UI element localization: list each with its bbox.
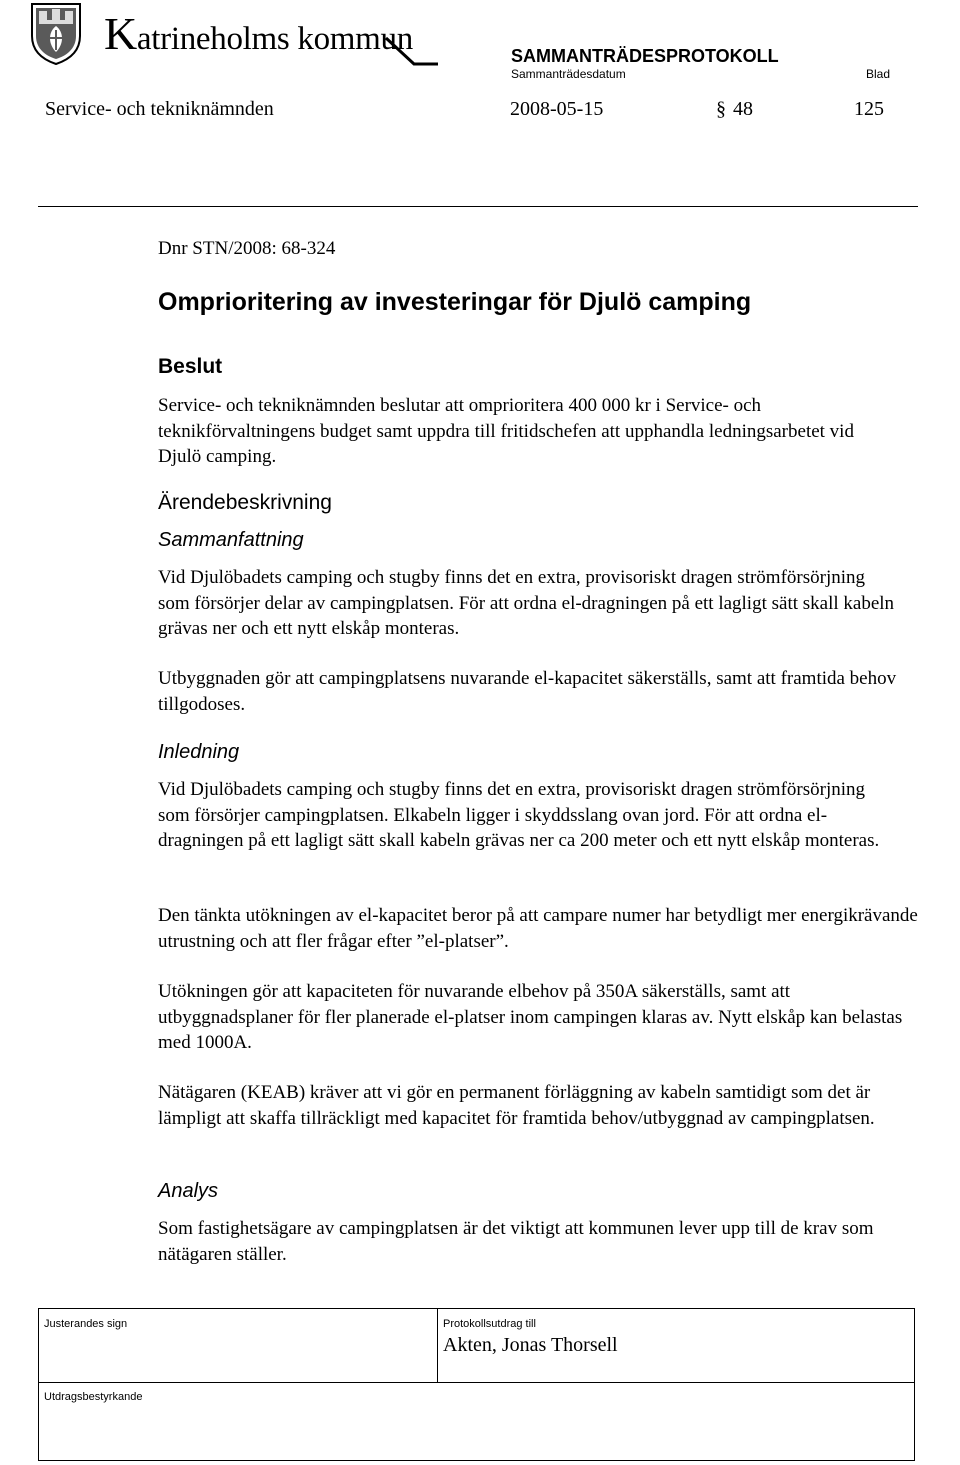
analysis-heading: Analys <box>158 1180 219 1202</box>
summary-paragraph: Vid Djulöbadets camping och stugby finns det en extra, provisoriskt dragen strömförsörjning som försörjer delar av campingplatsen. För att ordna el-dragningen på ett lagligt sätt skall kabeln grävas ner och ett nytt elskåp monteras. <box>158 567 895 640</box>
sheet-number: 125 <box>854 98 884 120</box>
certification-label: Utdragsbestyrkande <box>44 1391 143 1403</box>
committee-name: Service- och tekniknämnden <box>45 98 274 120</box>
introduction-paragraph: Nätägaren (KEAB) kräver att vi gör en permanent förläggning av kabeln samtidigt som det är lämpligt att skaffa tillräckligt med kapacitet för framtida behov/utbyggnad av campingplatsen. <box>158 1082 875 1129</box>
coat-of-arms-icon <box>30 2 82 66</box>
decision-heading: Beslut <box>158 355 223 378</box>
logo-initial: K <box>104 8 137 59</box>
summary-heading: Sammanfattning <box>158 529 304 551</box>
document-type: SAMMANTRÄDESPROTOKOLL <box>511 46 779 66</box>
page-title: Omprioritering av investeringar för Djulö camping <box>158 288 752 316</box>
footer-divider <box>38 1382 915 1383</box>
footer-column-divider <box>437 1308 438 1383</box>
introduction-paragraph: Den tänkta utökningen av el-kapacitet beror på att campare numer har betydligt mer energikrävande utrustning och att fler frågar efter ”el-platser”. <box>158 905 918 952</box>
extract-recipients-label: Protokollsutdrag till <box>443 1318 536 1330</box>
diary-number: Dnr STN/2008: 68-324 <box>158 238 336 259</box>
signature-label: Justerandes sign <box>44 1318 128 1330</box>
meeting-date-label: Sammanträdesdatum <box>511 67 626 81</box>
sheet-label: Blad <box>866 67 891 81</box>
header-divider <box>38 206 918 207</box>
meeting-date: 2008-05-15 <box>510 98 604 120</box>
logo-rest: atrineholms kommun <box>136 21 413 57</box>
case-description-heading: Ärendebeskrivning <box>158 491 332 514</box>
extract-recipients: Akten, Jonas Thorsell <box>443 1334 618 1356</box>
introduction-heading: Inledning <box>158 741 240 763</box>
paragraph-number: 48 <box>733 98 753 120</box>
introduction-paragraph: Vid Djulöbadets camping och stugby finns det en extra, provisoriskt dragen strömförsörjning som försörjer campingplatsen. Elkabeln ligger i skyddsslang ovan jord. För att ordna el-dragningen på ett lagligt sätt skall kabeln grävas ner ca 200 meter och ett nytt elskåp monteras. <box>158 779 880 852</box>
paragraph-sign: § <box>716 98 726 120</box>
footer-box <box>38 1308 915 1461</box>
decision-text: Service- och tekniknämnden beslutar att omprioritera 400 000 kr i Service- och teknikförvaltningens budget samt uppdra till fritidschefen att upphandla ledningsarbetet vid Djulö camping. <box>158 395 854 468</box>
analysis-text: Som fastighetsägare av campingplatsen är det viktigt att kommunen lever upp till de krav som nätägaren ställer. <box>158 1218 874 1265</box>
summary-paragraph: Utbyggnaden gör att campingplatsens nuvarande el-kapacitet säkerställs, samt att framtida behov tillgodoses. <box>158 668 897 715</box>
logo-swoosh-icon <box>384 36 440 66</box>
introduction-paragraph: Utökningen gör att kapaciteten för nuvarande elbehov på 350A säkerställs, samt att utbyggnadsplaner för fler planerade el-platser inom campingen klaras av. Nytt elskåp kan belastas med 1000A. <box>158 981 903 1054</box>
logo-wordmark <box>104 8 413 59</box>
